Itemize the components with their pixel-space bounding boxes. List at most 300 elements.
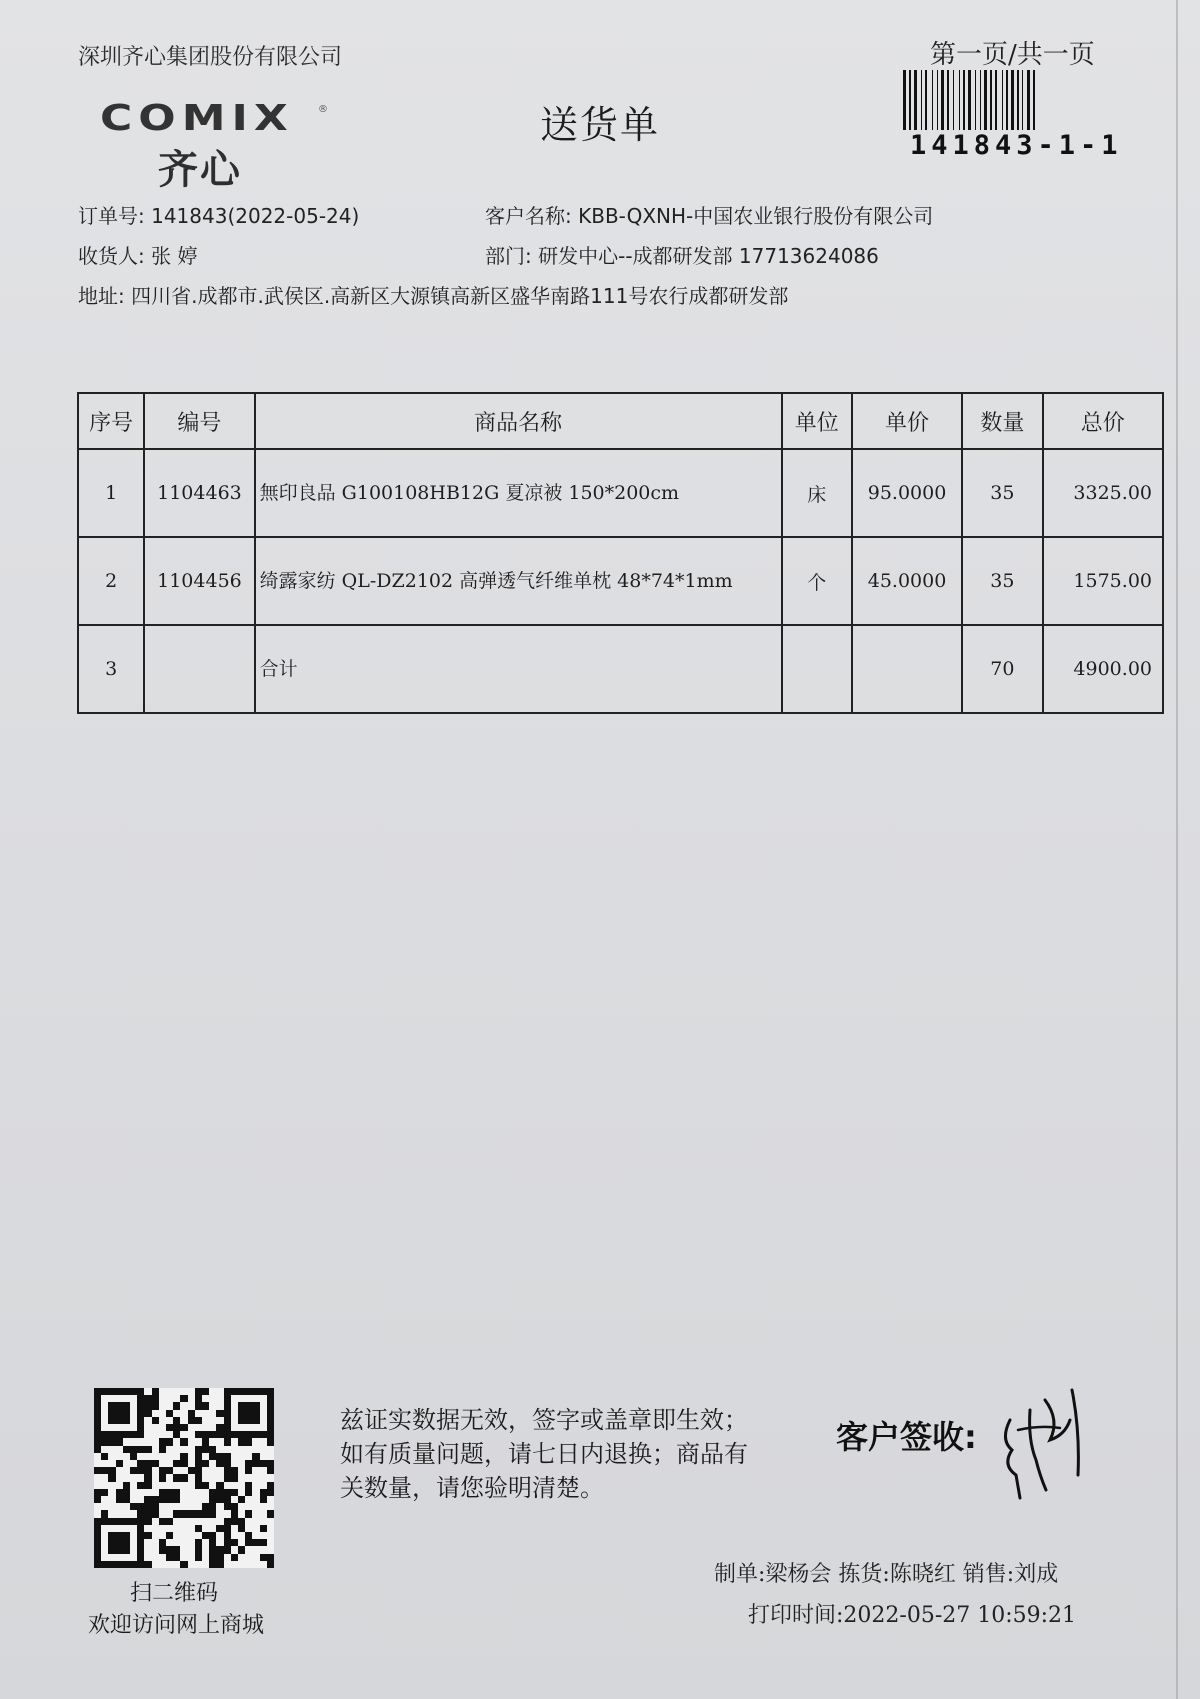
- qr-module: [166, 1496, 173, 1503]
- qr-module: [231, 1489, 238, 1496]
- qr-module: [137, 1482, 144, 1489]
- qr-module: [116, 1489, 123, 1496]
- qr-module: [116, 1402, 123, 1409]
- qr-module: [94, 1518, 101, 1525]
- qr-module: [108, 1402, 115, 1409]
- address-label: 地址:: [78, 284, 125, 308]
- qr-module: [267, 1510, 274, 1517]
- qr-module: [108, 1546, 115, 1553]
- barcode-bar: [995, 70, 997, 130]
- qr-module: [166, 1518, 173, 1525]
- department-value: 研发中心--成都研发部 17713624086: [538, 244, 879, 268]
- qr-module: [245, 1467, 252, 1474]
- barcode-bar: [980, 70, 981, 130]
- qr-module: [267, 1410, 274, 1417]
- qr-module: [195, 1525, 202, 1532]
- qr-module: [116, 1561, 123, 1568]
- qr-module: [245, 1460, 252, 1467]
- qr-module: [224, 1388, 231, 1395]
- qr-module: [173, 1554, 180, 1561]
- qr-module: [195, 1395, 202, 1402]
- qr-module: [238, 1518, 245, 1525]
- qr-module: [224, 1395, 231, 1402]
- qr-module: [224, 1424, 231, 1431]
- qr-module: [231, 1388, 238, 1395]
- qr-module: [202, 1503, 209, 1510]
- qr-module: [260, 1388, 267, 1395]
- qr-module: [94, 1446, 101, 1453]
- qr-module: [137, 1410, 144, 1417]
- barcode-bar: [921, 70, 922, 130]
- header-price: 单价: [852, 393, 962, 449]
- qr-module: [231, 1539, 238, 1546]
- qr-module: [144, 1395, 151, 1402]
- qr-module: [101, 1518, 108, 1525]
- qr-module: [173, 1424, 180, 1431]
- qr-module: [123, 1539, 130, 1546]
- barcode-bar: [953, 70, 954, 130]
- qr-module: [216, 1561, 223, 1568]
- barcode-image: [903, 70, 1125, 130]
- qr-module: [137, 1561, 144, 1568]
- qr-module: [238, 1410, 245, 1417]
- qr-module: [267, 1561, 274, 1568]
- qr-module: [173, 1460, 180, 1467]
- qr-module: [209, 1496, 216, 1503]
- cell-qty: 35: [962, 449, 1042, 537]
- qr-module: [101, 1467, 108, 1474]
- qr-module: [216, 1489, 223, 1496]
- qr-module: [224, 1460, 231, 1467]
- qr-module: [224, 1496, 231, 1503]
- qr-module: [180, 1460, 187, 1467]
- qr-module: [101, 1510, 108, 1517]
- qr-module: [224, 1489, 231, 1496]
- qr-module: [195, 1453, 202, 1460]
- qr-module: [166, 1438, 173, 1445]
- barcode-bar: [968, 70, 971, 130]
- barcode-bar: [925, 70, 927, 130]
- qr-module: [94, 1489, 101, 1496]
- qr-module: [195, 1467, 202, 1474]
- cell-name: 無印良品 G100108HB12G 夏凉被 150*200cm: [255, 449, 782, 537]
- qr-module: [166, 1554, 173, 1561]
- qr-code-icon[interactable]: [94, 1388, 274, 1568]
- barcode-bar: [937, 70, 938, 130]
- qr-module: [152, 1503, 159, 1510]
- qr-module: [166, 1467, 173, 1474]
- paper-edge: [1176, 0, 1178, 1699]
- qr-module: [231, 1510, 238, 1517]
- qr-module: [94, 1402, 101, 1409]
- qr-module: [238, 1438, 245, 1445]
- qr-module: [238, 1417, 245, 1424]
- handwritten-signature-icon: [990, 1380, 1100, 1500]
- qr-module: [260, 1554, 267, 1561]
- qr-module: [238, 1525, 245, 1532]
- qr-module: [224, 1438, 231, 1445]
- qr-module: [130, 1561, 137, 1568]
- qr-module: [252, 1460, 259, 1467]
- qr-module: [94, 1431, 101, 1438]
- qr-module: [166, 1424, 173, 1431]
- department-line: [485, 240, 879, 269]
- qr-module: [267, 1489, 274, 1496]
- qr-module: [94, 1539, 101, 1546]
- header-unit: 单位: [782, 393, 852, 449]
- qr-module: [260, 1431, 267, 1438]
- qr-module: [144, 1410, 151, 1417]
- qr-module: [231, 1474, 238, 1481]
- qr-module: [224, 1532, 231, 1539]
- logo-brand-cn: 齐心: [158, 147, 242, 193]
- receiver-label: 收货人:: [78, 244, 145, 268]
- qr-module: [94, 1395, 101, 1402]
- cell-seq: 2: [78, 537, 144, 625]
- qr-module: [231, 1503, 238, 1510]
- qr-module: [209, 1431, 216, 1438]
- qr-module: [130, 1446, 137, 1453]
- qr-module: [267, 1424, 274, 1431]
- barcode-bar: [914, 70, 917, 130]
- qr-module: [252, 1417, 259, 1424]
- customer-sign-label: 客户签收:: [836, 1418, 977, 1456]
- qr-module: [195, 1417, 202, 1424]
- qr-module: [216, 1482, 223, 1489]
- department-label: 部门:: [485, 244, 532, 268]
- table-header-row: [78, 393, 1163, 449]
- qr-module: [224, 1467, 231, 1474]
- qr-module: [94, 1410, 101, 1417]
- qr-module: [209, 1510, 216, 1517]
- qr-module: [267, 1482, 274, 1489]
- qr-module: [231, 1467, 238, 1474]
- cell-name: 绮露家纺 QL-DZ2102 高弹透气纤维单枕 48*74*1mm: [255, 537, 782, 625]
- qr-module: [252, 1410, 259, 1417]
- qr-module: [209, 1503, 216, 1510]
- qr-module: [180, 1395, 187, 1402]
- qr-module: [108, 1438, 115, 1445]
- qr-module: [195, 1554, 202, 1561]
- qr-module: [108, 1561, 115, 1568]
- qr-module: [245, 1532, 252, 1539]
- qr-module: [231, 1554, 238, 1561]
- qr-module: [137, 1539, 144, 1546]
- cell-code: 1104456: [144, 537, 254, 625]
- cell-price: 95.0000: [852, 449, 962, 537]
- qr-module: [260, 1489, 267, 1496]
- qr-module: [137, 1503, 144, 1510]
- qr-module: [231, 1431, 238, 1438]
- qr-module: [152, 1496, 159, 1503]
- qr-module: [130, 1518, 137, 1525]
- qr-module: [195, 1539, 202, 1546]
- cell-total: 1575.00: [1043, 537, 1163, 625]
- qr-module: [252, 1431, 259, 1438]
- qr-module: [116, 1496, 123, 1503]
- qr-module: [137, 1518, 144, 1525]
- order-number-value: 141843(2022-05-24): [151, 204, 360, 228]
- qr-module: [224, 1417, 231, 1424]
- qr-module: [195, 1546, 202, 1553]
- qr-module: [173, 1402, 180, 1409]
- qr-module: [130, 1453, 137, 1460]
- customer-line: [485, 200, 933, 229]
- qr-module: [195, 1431, 202, 1438]
- qr-module: [224, 1525, 231, 1532]
- qr-module: [216, 1431, 223, 1438]
- qr-module: [260, 1460, 267, 1467]
- address-line: [78, 280, 788, 309]
- qr-module: [94, 1525, 101, 1532]
- header-qty: 数量: [962, 393, 1042, 449]
- qr-module: [267, 1554, 274, 1561]
- qr-module: [159, 1518, 166, 1525]
- qr-module: [267, 1438, 274, 1445]
- qr-module: [144, 1510, 151, 1517]
- qr-module: [144, 1561, 151, 1568]
- qr-module: [173, 1431, 180, 1438]
- qr-module: [173, 1417, 180, 1424]
- qr-module: [116, 1417, 123, 1424]
- qr-module: [123, 1388, 130, 1395]
- barcode-number: 141843-1-1: [910, 130, 1123, 161]
- barcode-bar: [1002, 70, 1003, 130]
- qr-module: [252, 1402, 259, 1409]
- qr-module: [130, 1431, 137, 1438]
- qr-module: [202, 1510, 209, 1517]
- header-seq: 序号: [78, 393, 144, 449]
- qr-module: [123, 1489, 130, 1496]
- qr-module: [216, 1546, 223, 1553]
- qr-module: [108, 1410, 115, 1417]
- qr-module: [195, 1482, 202, 1489]
- cell-total: 3325.00: [1043, 449, 1163, 537]
- qr-module: [123, 1417, 130, 1424]
- qr-module: [216, 1460, 223, 1467]
- barcode-bar: [1022, 70, 1023, 130]
- qr-module: [123, 1410, 130, 1417]
- qr-module: [123, 1546, 130, 1553]
- qr-module: [94, 1561, 101, 1568]
- qr-module: [173, 1474, 180, 1481]
- qr-module: [152, 1395, 159, 1402]
- qr-module: [94, 1532, 101, 1539]
- qr-module: [173, 1489, 180, 1496]
- qr-module: [94, 1554, 101, 1561]
- qr-module: [173, 1546, 180, 1553]
- qr-module: [108, 1431, 115, 1438]
- qr-module: [144, 1460, 151, 1467]
- qr-module: [195, 1402, 202, 1409]
- qr-module: [144, 1532, 151, 1539]
- qr-module: [238, 1496, 245, 1503]
- qr-module: [101, 1438, 108, 1445]
- qr-module: [123, 1561, 130, 1568]
- qr-module: [116, 1438, 123, 1445]
- qr-module: [123, 1446, 130, 1453]
- table-row: [78, 537, 1163, 625]
- qr-module: [202, 1438, 209, 1445]
- address-value: 四川省.成都市.武侯区.高新区大源镇高新区盛华南路111号农行成都研发部: [131, 284, 789, 308]
- customer-label: 客户名称:: [485, 204, 572, 228]
- qr-module: [224, 1453, 231, 1460]
- qr-module: [144, 1482, 151, 1489]
- qr-module: [209, 1532, 216, 1539]
- cell-seq: 3: [78, 625, 144, 713]
- qr-module: [159, 1467, 166, 1474]
- receiver-line: [78, 240, 197, 269]
- barcode-bar: [1033, 70, 1035, 130]
- qr-module: [101, 1431, 108, 1438]
- barcode-bar: [903, 70, 906, 130]
- qr-module: [116, 1518, 123, 1525]
- qr-module: [224, 1503, 231, 1510]
- logo-brand: COMIX: [100, 98, 294, 139]
- cell-code: 1104463: [144, 449, 254, 537]
- qr-module: [116, 1410, 123, 1417]
- qr-module: [159, 1496, 166, 1503]
- order-number-line: [78, 200, 359, 229]
- qr-module: [188, 1410, 195, 1417]
- qr-module: [130, 1503, 137, 1510]
- qr-module: [252, 1388, 259, 1395]
- qr-module: [108, 1388, 115, 1395]
- document-title: 送货单: [540, 103, 661, 147]
- qr-module: [209, 1546, 216, 1553]
- qr-module: [137, 1395, 144, 1402]
- qr-module: [195, 1510, 202, 1517]
- qr-module: [224, 1410, 231, 1417]
- qr-module: [108, 1417, 115, 1424]
- barcode-bar: [941, 70, 944, 130]
- qr-module: [245, 1510, 252, 1517]
- cell-price: [852, 625, 962, 713]
- qr-module: [216, 1453, 223, 1460]
- qr-module: [108, 1518, 115, 1525]
- qr-module: [94, 1388, 101, 1395]
- qr-module: [130, 1388, 137, 1395]
- cell-total: 4900.00: [1043, 625, 1163, 713]
- qr-module: [116, 1388, 123, 1395]
- qr-module: [260, 1496, 267, 1503]
- header-total: 总价: [1043, 393, 1163, 449]
- qr-module: [180, 1438, 187, 1445]
- qr-module: [224, 1539, 231, 1546]
- qr-module: [209, 1446, 216, 1453]
- qr-module: [188, 1467, 195, 1474]
- barcode-bar: [909, 70, 911, 130]
- qr-module: [137, 1554, 144, 1561]
- qr-module: [216, 1424, 223, 1431]
- qr-module: [188, 1417, 195, 1424]
- qr-module: [94, 1496, 101, 1503]
- qr-module: [123, 1431, 130, 1438]
- makers-line: 制单:梁杨会 拣货:陈晓红 销售:刘成: [714, 1562, 1059, 1587]
- qr-module: [166, 1546, 173, 1553]
- qr-module: [137, 1431, 144, 1438]
- qr-module: [166, 1489, 173, 1496]
- qr-module: [238, 1388, 245, 1395]
- qr-module: [202, 1460, 209, 1467]
- qr-module: [245, 1482, 252, 1489]
- barcode-bar: [959, 70, 960, 130]
- qr-module: [224, 1431, 231, 1438]
- items-table: [77, 392, 1164, 714]
- header-code: 编号: [144, 393, 254, 449]
- cell-unit: [782, 625, 852, 713]
- qr-module: [224, 1546, 231, 1553]
- qr-module: [137, 1417, 144, 1424]
- qr-module: [209, 1554, 216, 1561]
- qr-module: [116, 1539, 123, 1546]
- qr-module: [137, 1532, 144, 1539]
- qr-module: [224, 1474, 231, 1481]
- qr-module: [202, 1402, 209, 1409]
- barcode-bar: [1017, 70, 1019, 130]
- qr-module: [216, 1525, 223, 1532]
- qr-module: [173, 1496, 180, 1503]
- qr-module: [209, 1489, 216, 1496]
- barcode-bar: [947, 70, 949, 130]
- qr-module: [137, 1460, 144, 1467]
- qr-module: [245, 1388, 252, 1395]
- qr-module: [252, 1539, 259, 1546]
- qr-module: [195, 1460, 202, 1467]
- qr-module: [123, 1482, 130, 1489]
- order-number-label: 订单号:: [78, 204, 145, 228]
- qr-module: [238, 1546, 245, 1553]
- qr-module: [159, 1539, 166, 1546]
- qr-module: [123, 1496, 130, 1503]
- qr-module: [245, 1489, 252, 1496]
- barcode-bar: [1011, 70, 1014, 130]
- qr-module: [159, 1474, 166, 1481]
- cell-qty: 35: [962, 537, 1042, 625]
- qr-module: [116, 1431, 123, 1438]
- qr-module: [152, 1388, 159, 1395]
- qr-module: [137, 1467, 144, 1474]
- qr-module: [202, 1482, 209, 1489]
- qr-module: [94, 1424, 101, 1431]
- qr-module: [216, 1410, 223, 1417]
- qr-module: [202, 1431, 209, 1438]
- qr-module: [180, 1561, 187, 1568]
- company-name: 深圳齐心集团股份有限公司: [78, 45, 343, 70]
- barcode-bar: [1006, 70, 1008, 130]
- qr-module: [202, 1388, 209, 1395]
- qr-module: [94, 1467, 101, 1474]
- qr-module: [267, 1431, 274, 1438]
- qr-module: [224, 1402, 231, 1409]
- registered-mark-icon: ®: [318, 104, 328, 115]
- qr-module: [130, 1467, 137, 1474]
- qr-module: [188, 1510, 195, 1517]
- page-info: 第一页/共一页: [930, 40, 1095, 70]
- qr-module: [180, 1453, 187, 1460]
- qr-module: [144, 1446, 151, 1453]
- qr-module: [116, 1460, 123, 1467]
- qr-module: [267, 1395, 274, 1402]
- barcode-bar: [1027, 70, 1030, 130]
- cell-code: [144, 625, 254, 713]
- notice-text: 兹证实数据无效，签字或盖章即生效；如有质量问题，请七日内退换；商品有关数量，请您验明清楚。: [340, 1406, 748, 1502]
- qr-module: [101, 1561, 108, 1568]
- qr-module: [101, 1489, 108, 1496]
- qr-caption-mall: 欢迎访问网上商城: [88, 1613, 265, 1638]
- qr-module: [137, 1402, 144, 1409]
- qr-module: [108, 1532, 115, 1539]
